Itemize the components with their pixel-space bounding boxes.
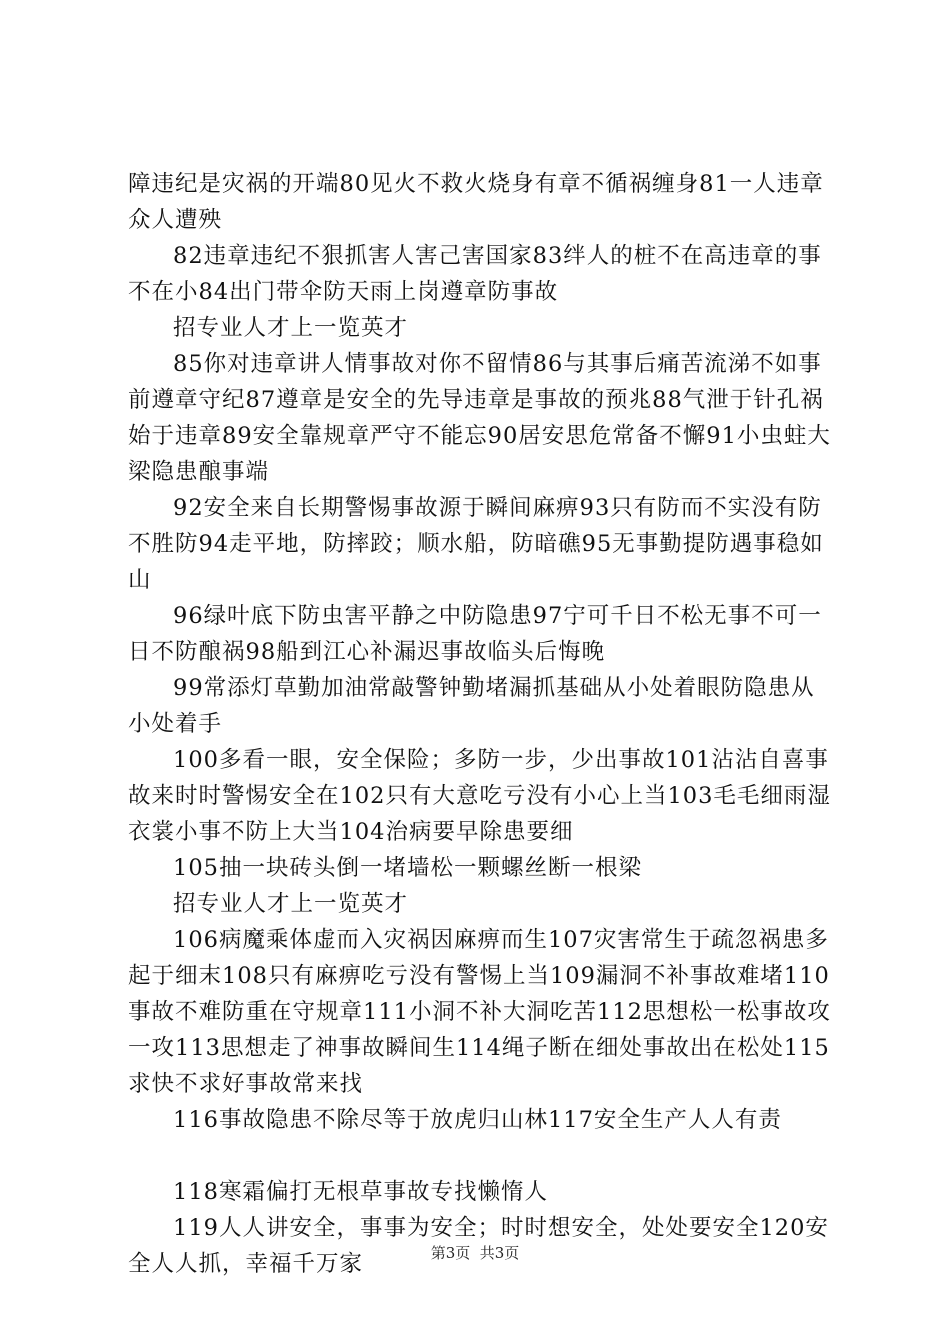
paragraph: 99常添灯草勤加油常敲警钟勤堵漏抓基础从小处着眼防隐患从小处着手 <box>128 675 815 737</box>
paragraph: 118寒霜偏打无根草事故专找懒惰人 <box>173 1179 548 1205</box>
paragraph: 106病魔乘体虚而入灾祸因麻痹而生107灾害常生于疏忽祸患多起于细末108只有麻痹吃亏没有警惕上当109漏洞不补事故难堵110事故不难防重在守规章111小洞不补大洞吃苦112思想松一松事故攻一攻113思想走了神事故瞬间生114绳子断在细处事故出在松处115求快不求好事故常来找 <box>128 927 831 1097</box>
page-footer: 第3页 共3页 <box>430 1244 520 1262</box>
paragraph: 招专业人才上一览英才 <box>173 315 409 341</box>
document-body <box>128 166 833 1282</box>
paragraph: 100多看一眼，安全保险；多防一步，少出事故101沾沾自喜事故来时时警惕安全在102只有大意吃亏没有小心上当103毛毛细雨湿衣裳小事不防上大当104治病要早除患要细 <box>128 747 831 845</box>
paragraph: 障违纪是灾祸的开端80见火不救火烧身有章不循祸缠身81一人违章众人遭殃 <box>128 171 824 233</box>
paragraph: 96绿叶底下防虫害平静之中防隐患97宁可千日不松无事不可一日不防酿祸98船到江心补漏迟事故临头后悔晚 <box>128 603 822 665</box>
paragraph: 招专业人才上一览英才 <box>173 891 409 917</box>
paragraph: 105抽一块砖头倒一堵墙松一颗螺丝断一根梁 <box>173 855 642 881</box>
paragraph: 85你对违章讲人情事故对你不留情86与其事后痛苦流涕不如事前遵章守纪87遵章是安全的先导违章是事故的预兆88气泄于针孔祸始于违章89安全靠规章严守不能忘90居安思危常备不懈91小虫蛀大梁隐患酿事端 <box>128 351 831 485</box>
paragraph-spacer <box>128 1138 833 1174</box>
paragraph: 119人人讲安全，事事为安全；时时想安全，处处要安全120安全人人抓，幸福千万家 <box>128 1215 829 1277</box>
paragraph: 82违章违纪不狠抓害人害己害国家83绊人的桩不在高违章的事不在小84出门带伞防天雨上岗遵章防事故 <box>128 243 822 305</box>
paragraph: 92安全来自长期警惕事故源于瞬间麻痹93只有防而不实没有防不胜防94走平地，防摔跤；顺水船，防暗礁95无事勤提防遇事稳如山 <box>128 495 824 593</box>
paragraph: 116事故隐患不除尽等于放虎归山林117安全生产人人有责 <box>173 1107 782 1133</box>
